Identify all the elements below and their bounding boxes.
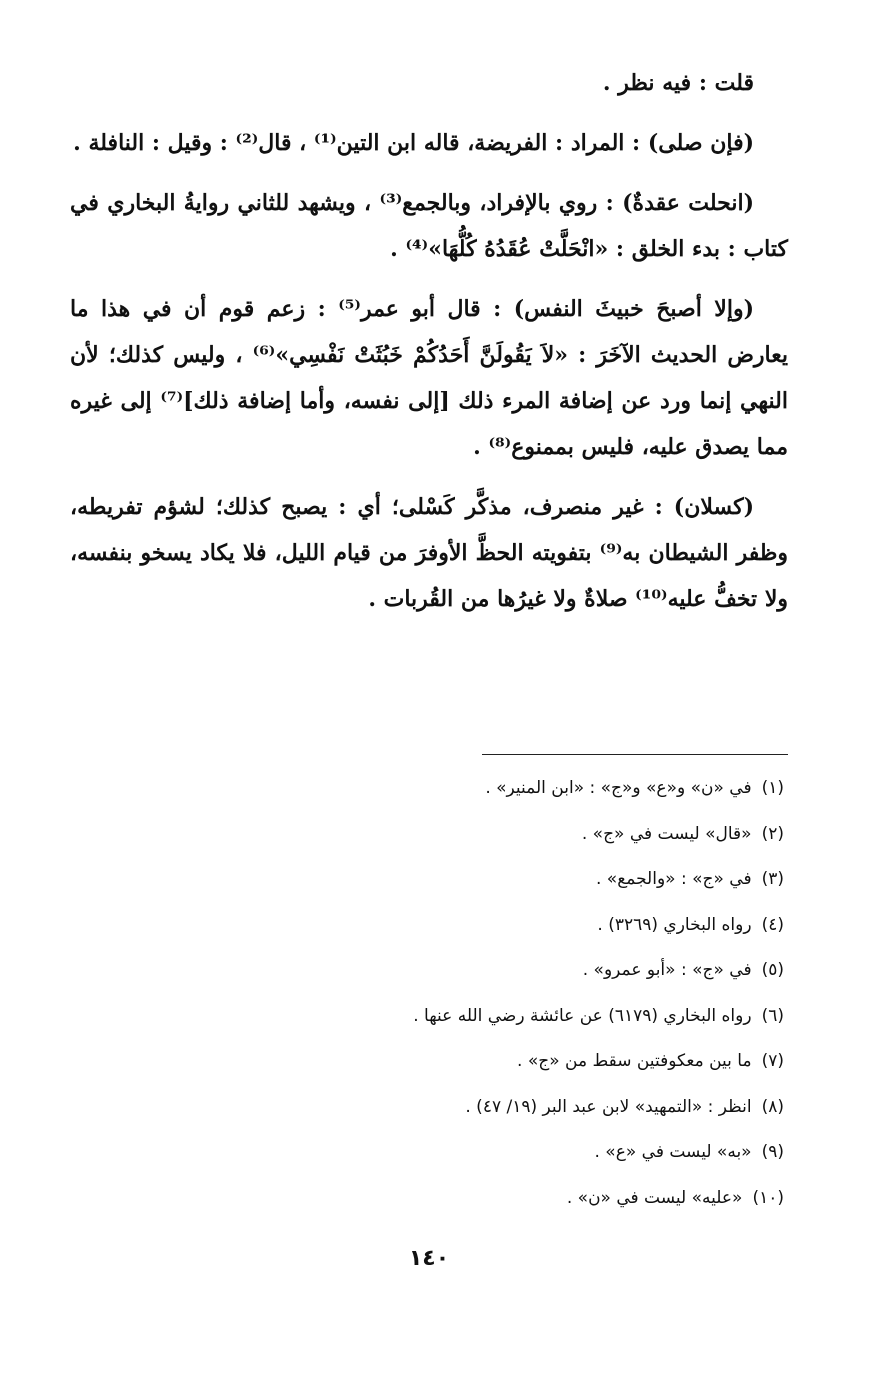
footnote-text: رواه البخاري (٦١٧٩) عن عائشة رضي الله عنها .	[413, 1005, 752, 1026]
paragraph-fa-in-salla: (فإن صلى) : المراد : الفريضة، قاله ابن التين⁽¹⁾ ، قال⁽²⁾ : وقيل : النافلة .	[73, 130, 754, 156]
footnote-item	[70, 1130, 788, 1176]
footnote-number: (٤)	[761, 914, 784, 935]
footnote-text: في «ن» و«ع» و«ج» : «ابن المنير» .	[485, 778, 752, 798]
paragraph-khabith-al-nafs: (وإلا أصبحَ خبيثَ النفس) : قال أبو عمر⁽⁵⁾ : زعم قوم أن في هذا ما يعارض الحديث الآخَرَ : «لاَ يَقُولَنَّ أَحَدُكُمْ خَبُثَتْ نَفْسِي»⁽⁶⁾ ، وليس كذلك؛ لأن النهي إنما ورد عن إضافة المرء ذلك [إلى نفسه، وأما إضافة ذلك]⁽⁷⁾ إلى غيره مما يصدق عليه، فليس بممنوع⁽⁸⁾ .	[70, 296, 789, 460]
footnote-text: في «ج» : «والجمع» .	[595, 869, 752, 889]
footnote-item	[70, 1176, 788, 1222]
footnote-item	[70, 903, 788, 949]
footnote-item	[70, 994, 788, 1040]
page-body	[70, 60, 788, 1320]
footnote-text: ما بين معكوفتين سقط من «ج» .	[517, 1051, 752, 1071]
footnote-item	[70, 1085, 788, 1131]
footnotes-list	[70, 766, 788, 1221]
footnote-number: (٧)	[761, 1051, 784, 1071]
page-number: ١٤٠	[408, 1246, 450, 1271]
paragraph-inhallat-uqda: (انحلت عقدةٌ) : روي بالإفراد، وبالجمع⁽³⁾ ، ويشهد للثاني روايةُ البخاري في كتاب : بدء الخلق : «انْحَلَّتْ عُقَدُهُ كُلُّهَا»⁽⁴⁾ .	[70, 190, 788, 262]
footnote-text: «عليه» ليست في «ن» .	[566, 1187, 743, 1208]
footnote-number: (٦)	[761, 1005, 784, 1026]
footnote-text: «قال» ليست في «ج» .	[581, 823, 752, 844]
paragraph-kaslan: (كسلان) : غير منصرف، مذكَّر كَسْلى؛ أي : يصبح كذلك؛ لشؤم تفريطه، وظفر الشيطان به⁽⁹⁾ بتفويته الحظَّ الأوفرَ من قيام الليل، فلا يكاد يسخو بنفسه، ولا تخفُّ عليه⁽¹⁰⁾ صلاةٌ ولا غيرُها من القُربات .	[70, 494, 788, 612]
footnote-item	[70, 857, 788, 903]
footnote-text: انظر : «التمهيد» لابن عبد البر (١٩/ ٤٧) .	[465, 1096, 752, 1117]
footnote-number: (٢)	[761, 823, 784, 844]
footnote-item	[70, 812, 788, 858]
footnote-number: (٣)	[761, 869, 784, 889]
footnote-text: رواه البخاري (٣٢٦٩) .	[597, 914, 752, 935]
footnote-number: (١)	[761, 778, 784, 798]
footnote-number: (٩)	[761, 1142, 784, 1162]
paragraph-note: قلت : فيه نظر .	[602, 70, 754, 96]
footnote-number: (٨)	[761, 1096, 784, 1117]
footnote-text: «به» ليست في «ع» .	[594, 1142, 752, 1162]
footnote-number: (١٠)	[752, 1187, 784, 1208]
footnote-item	[70, 948, 788, 994]
footnote-text: في «ج» : «أبو عمرو» .	[582, 960, 752, 980]
footnote-divider	[482, 754, 788, 755]
footnote-item	[70, 1039, 788, 1085]
footnote-number: (٥)	[761, 960, 784, 980]
footnote-item	[70, 766, 788, 812]
